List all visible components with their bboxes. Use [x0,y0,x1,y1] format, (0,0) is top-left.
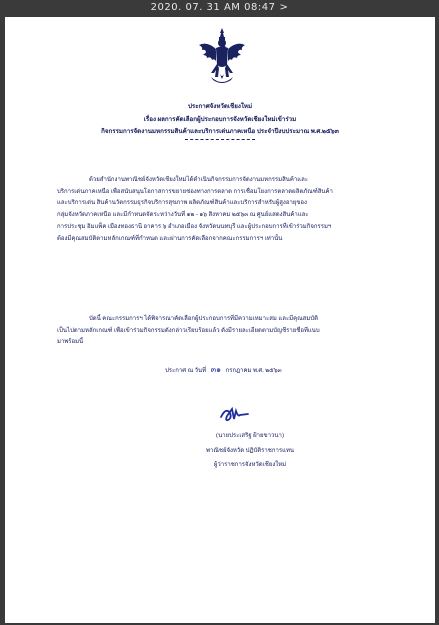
paragraph-line: มาพร้อมนี้ [57,339,84,346]
status-timestamp: 2020. 07. 31 AM 08:47 [150,2,276,13]
paragraph-line: บริการเด่นภาคเหนือ เพื่อสนับสนุนโอกาสการขยายช่องทางการตลาด การเชื่อมโยงการตลาดผลิตภัณฑ์สินค้า [57,188,333,195]
document-page [5,17,435,623]
signatory-authority: ผู้ว่าราชการจังหวัดเชียงใหม่ [213,462,287,468]
signatory-name: (นายประเสริฐ ฝ้ายขาวนา) [216,433,284,439]
announcement-date [165,363,365,376]
announcement-subject-line2: กิจกรรมการจัดงานมหกรรมสินค้าและบริการเด่นภาคเหนือ ประจำปีงบประมาณ พ.ศ.๒๕๖๓ [101,128,339,135]
paragraph-line: และบริการเด่น สินค้านวัตกรรมธุรกิจบริการสุขภาพ ผลิตภัณฑ์สินค้าและบริการสำหรับผู้สูงอายุของ [57,200,307,207]
announcement-title: ประกาศจังหวัดเชียงใหม่ [187,103,253,110]
date-day: ๓๑ [210,365,222,374]
garuda-emblem-icon [197,27,247,87]
signatory-position: พาณิชย์จังหวัด ปฏิบัติราชการแทน [206,448,294,454]
paragraph-line: เป็นไปตามหลักเกณฑ์ เพื่อเข้าร่วมกิจกรรมดังกล่าวเรียบร้อยแล้ว ดังมีรายละเอียดตามบัญชีรายชื่อที่แนบ [57,327,320,334]
paragraph-2 [57,314,387,349]
date-prefix: ประกาศ ณ วันที่ [165,368,207,374]
announcement-subject: เรื่อง ผลการคัดเลือกผู้ประกอบการจังหวัดเชียงใหม่เข้าร่วม [143,116,297,123]
paragraph-line: บัดนี้ คณะกรรมการฯ ได้พิจารณาคัดเลือกผู้ประกอบการที่มีความเหมาะสม และมีคุณสมบัติ [89,316,318,322]
paragraph-line: กลุ่มจังหวัดภาคเหนือ และมีกำหนดจัดระหว่างวันที่ ๑๒ - ๑๖ สิงหาคม ๒๕๖๓ ณ ศูนย์แสดงสินค้าและ [57,212,309,219]
chevron-right-icon[interactable]: > [279,2,289,13]
header-divider [185,139,255,140]
paragraph-line: การประชุม อิมแพ็ค เมืองทองธานี อาคาร ๖ อำเภอเมือง จังหวัดนนทบุรี และผู้ประกอบการที่เข้าร่วมกิจกรรมฯ [57,223,332,230]
paragraph-line: ด้วยสำนักงานพาณิชย์จังหวัดเชียงใหม่ได้ดำเนินกิจกรรมการจัดงานมหกรรมสินค้าและ [89,177,309,183]
date-month-year: กรกฎาคม พ.ศ. ๒๕๖๓ [225,368,282,374]
paragraph-1 [57,175,387,245]
handwritten-signature [218,403,250,425]
paragraph-line: ต้องมีคุณสมบัติตามหลักเกณฑ์ที่กำหนด และผ่านการคัดเลือกจากคณะกรรมการฯ เท่านั้น [57,235,283,242]
status-bar [0,0,439,18]
